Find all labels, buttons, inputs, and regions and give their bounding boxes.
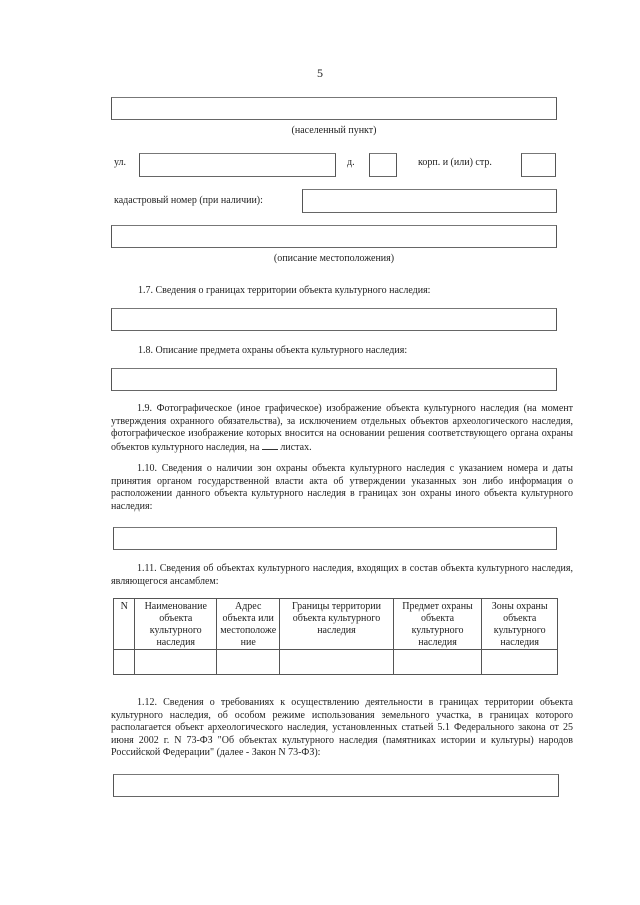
section-1-12-text xyxy=(111,697,573,760)
col-header-name: Наименование объекта культурного наследия xyxy=(135,599,217,650)
cell-address[interactable] xyxy=(217,650,280,675)
section-1-8-field[interactable] xyxy=(111,368,557,391)
cell-name[interactable] xyxy=(135,650,217,675)
section-1-12-body: 1.12. Сведения о требованиях к осуществлению деятельности в границах территории объекта культурного наследия, об особом режиме использования земельного участка, в границах которого располагается объект археологического наследия, установленных статьей 5.1 Федерального закона от 25 июня 2002 г. N 73-ФЗ "Об объектах культурного наследия (памятниках истории и культуры) народов Российской Федерации" (далее - Закон N 73-ФЗ): xyxy=(111,697,573,758)
section-1-10-body: 1.10. Сведения о наличии зон охраны объекта культурного наследия с указанием номера и даты принятия органом государственной власти акта об утверждении указанных зон либо информация о расположении данного объекта культурного наследия в границах зон охраны иного объекта культурного наследия: xyxy=(111,463,573,512)
street-label: ул. xyxy=(114,157,127,168)
settlement-field[interactable] xyxy=(111,97,557,120)
cell-number[interactable] xyxy=(114,650,135,675)
section-1-10-field[interactable] xyxy=(113,527,557,550)
settlement-caption: (населенный пункт) xyxy=(291,125,377,136)
section-1-7-heading: 1.7. Сведения о границах территории объекта культурного наследия: xyxy=(138,285,431,296)
col-header-protection-zones: Зоны охраны объекта культурного наследия xyxy=(482,599,558,650)
section-1-7-field[interactable] xyxy=(111,308,557,331)
house-field[interactable] xyxy=(369,153,397,177)
section-1-9-text xyxy=(111,403,573,454)
page-number: 5 xyxy=(317,66,323,80)
cell-boundaries[interactable] xyxy=(280,650,393,675)
section-1-8-heading: 1.8. Описание предмета охраны объекта культурного наследия: xyxy=(138,345,408,356)
section-1-10-text xyxy=(111,463,573,513)
section-1-11-text xyxy=(111,563,573,588)
cell-protection-zones[interactable] xyxy=(482,650,558,675)
sheets-count-blank[interactable] xyxy=(262,441,278,450)
cadastral-field[interactable] xyxy=(302,189,557,213)
street-field[interactable] xyxy=(139,153,336,177)
section-1-11-body: 1.11. Сведения об объектах культурного наследия, входящих в состав объекта культурного наследия, являющегося ансамблем: xyxy=(111,563,573,587)
table-header-row xyxy=(114,599,558,650)
location-field[interactable] xyxy=(111,225,557,248)
house-label: д. xyxy=(347,157,355,168)
col-header-number: N xyxy=(114,599,135,650)
col-header-protection-subject: Предмет охраны объекта культурного наследия xyxy=(393,599,482,650)
table-row xyxy=(114,650,558,675)
col-header-address: Адрес объекта или местоположе ние xyxy=(217,599,280,650)
cell-protection-subject[interactable] xyxy=(393,650,482,675)
ensemble-table xyxy=(113,598,558,675)
building-label: корп. и (или) стр. xyxy=(418,157,492,168)
section-1-9-body: 1.9. Фотографическое (иное графическое) изображение объекта культурного наследия (на момент утверждения охранного обязательства), за исключением отдельных объектов археологического наследия, фотографическое изображение которых вносится на основании решения соответствующего органа охраны объектов культурного наследия, на xyxy=(111,403,573,453)
building-field[interactable] xyxy=(521,153,556,177)
cadastral-label: кадастровый номер (при наличии): xyxy=(114,195,263,206)
col-header-boundaries: Границы территории объекта культурного наследия xyxy=(280,599,393,650)
section-1-9-tail: листах. xyxy=(280,441,312,453)
section-1-12-field[interactable] xyxy=(113,774,559,797)
location-caption: (описание местоположения) xyxy=(273,253,395,264)
